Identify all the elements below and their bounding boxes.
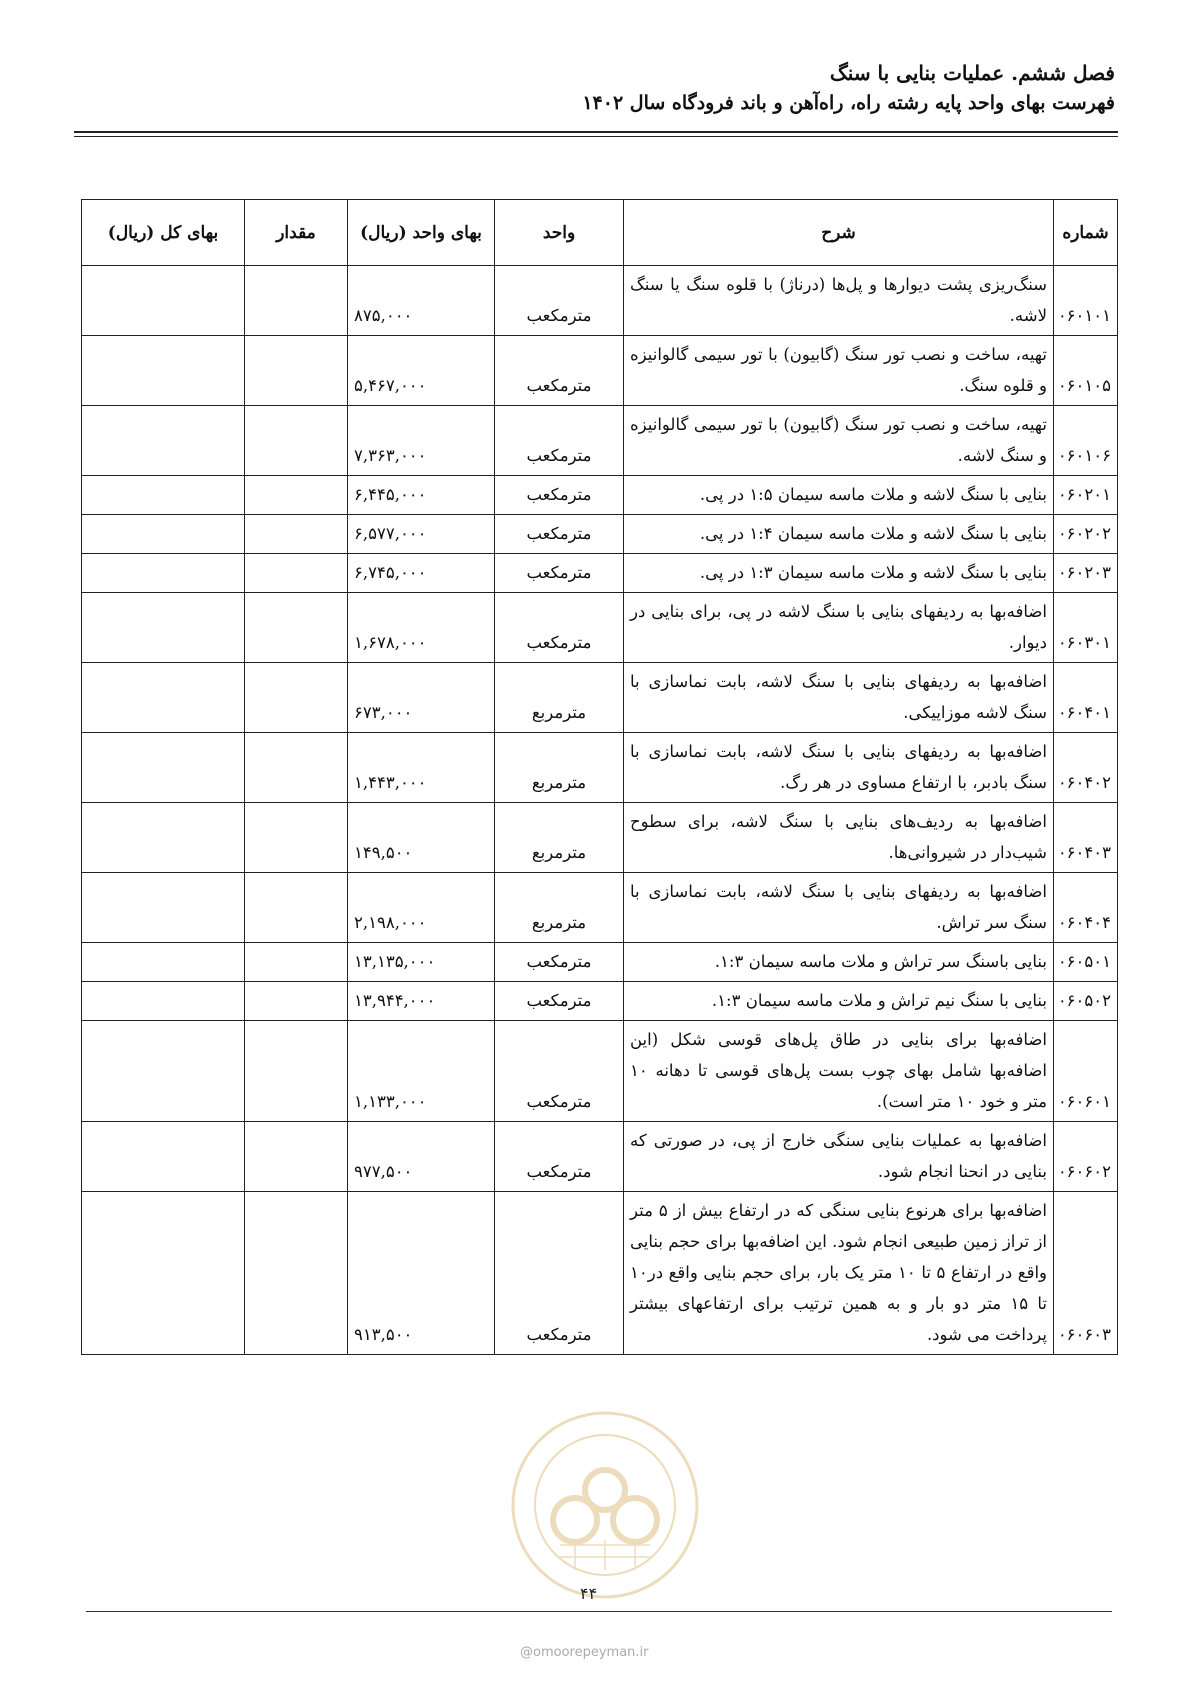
- item-unit-price: ۹۱۳,۵۰۰: [348, 1192, 495, 1355]
- header-unit: واحد: [495, 200, 624, 266]
- header-unit-price: بهای واحد (ریال): [348, 200, 495, 266]
- item-total-price: [82, 336, 245, 406]
- item-total-price: [82, 515, 245, 554]
- item-description: اضافه‌بها به عملیات بنایی سنگی خارج از پی، در صورتی که بنایی در انحنا انجام شود.: [624, 1122, 1054, 1192]
- item-total-price: [82, 266, 245, 336]
- item-unit: مترمکعب: [495, 593, 624, 663]
- document-subtitle: فهرست بهای واحد پایه رشته راه، راه‌آهن و باند فرودگاه سال ۱۴۰۲: [582, 92, 1115, 114]
- item-total-price: [82, 733, 245, 803]
- item-code: ۰۶۰۴۰۲: [1054, 733, 1118, 803]
- item-total-price: [82, 406, 245, 476]
- item-quantity: [245, 803, 348, 873]
- item-description: بنایی با سنگ لاشه و ملات ماسه سیمان ۱:۳ در پی.: [624, 554, 1054, 593]
- item-total-price: [82, 663, 245, 733]
- header-code: شماره: [1054, 200, 1118, 266]
- table-row: [82, 336, 1118, 406]
- item-unit-price: ۶۷۳,۰۰۰: [348, 663, 495, 733]
- item-unit-price: ۱,۴۴۳,۰۰۰: [348, 733, 495, 803]
- item-code: ۰۶۰۴۰۳: [1054, 803, 1118, 873]
- item-unit: مترمربع: [495, 803, 624, 873]
- table-row: [82, 266, 1118, 336]
- header-description: شرح: [624, 200, 1054, 266]
- table-row: [82, 476, 1118, 515]
- page-number: ۴۴: [580, 1584, 598, 1603]
- item-unit: مترمکعب: [495, 943, 624, 982]
- item-unit-price: ۵,۴۶۷,۰۰۰: [348, 336, 495, 406]
- item-description: سنگ‌ریزی پشت دیوارها و پل‌ها (درناژ) با قلوه سنگ یا سنگ لاشه.: [624, 266, 1054, 336]
- item-unit-price: ۱۴۹,۵۰۰: [348, 803, 495, 873]
- item-quantity: [245, 266, 348, 336]
- item-description: بنایی باسنگ سر تراش و ملات ماسه سیمان ۱:۳.: [624, 943, 1054, 982]
- item-total-price: [82, 554, 245, 593]
- item-code: ۰۶۰۵۰۲: [1054, 982, 1118, 1021]
- item-description: تهیه، ساخت و نصب تور سنگ (گابیون) با تور سیمی گالوانیزه و قلوه سنگ.: [624, 336, 1054, 406]
- header-rule-thin: [74, 136, 1118, 137]
- item-description: تهیه، ساخت و نصب تور سنگ (گابیون) با تور سیمی گالوانیزه و سنگ لاشه.: [624, 406, 1054, 476]
- item-unit: مترمکعب: [495, 515, 624, 554]
- item-total-price: [82, 1021, 245, 1122]
- item-quantity: [245, 336, 348, 406]
- item-unit-price: ۱۳,۹۴۴,۰۰۰: [348, 982, 495, 1021]
- item-code: ۰۶۰۶۰۳: [1054, 1192, 1118, 1355]
- item-unit: مترمربع: [495, 733, 624, 803]
- table-row: [82, 1122, 1118, 1192]
- table-row: [82, 406, 1118, 476]
- footer-website: @omoorepeyman.ir: [520, 1645, 649, 1660]
- item-unit-price: ۱۳,۱۳۵,۰۰۰: [348, 943, 495, 982]
- item-description: بنایی با سنگ لاشه و ملات ماسه سیمان ۱:۵ در پی.: [624, 476, 1054, 515]
- item-quantity: [245, 733, 348, 803]
- item-total-price: [82, 873, 245, 943]
- item-unit-price: ۱,۱۳۳,۰۰۰: [348, 1021, 495, 1122]
- item-total-price: [82, 476, 245, 515]
- item-quantity: [245, 943, 348, 982]
- item-unit: مترمکعب: [495, 1021, 624, 1122]
- item-total-price: [82, 803, 245, 873]
- item-unit: مترمکعب: [495, 554, 624, 593]
- item-unit: مترمکعب: [495, 982, 624, 1021]
- item-unit-price: ۹۷۷,۵۰۰: [348, 1122, 495, 1192]
- item-code: ۰۶۰۴۰۴: [1054, 873, 1118, 943]
- table-row: [82, 873, 1118, 943]
- table-row: [82, 515, 1118, 554]
- item-code: ۰۶۰۲۰۳: [1054, 554, 1118, 593]
- item-unit: مترمکعب: [495, 266, 624, 336]
- table-row: [82, 803, 1118, 873]
- item-code: ۰۶۰۵۰۱: [1054, 943, 1118, 982]
- item-unit-price: ۱,۶۷۸,۰۰۰: [348, 593, 495, 663]
- item-unit: مترمکعب: [495, 406, 624, 476]
- table-row: [82, 943, 1118, 982]
- item-total-price: [82, 1192, 245, 1355]
- item-unit: مترمکعب: [495, 336, 624, 406]
- item-total-price: [82, 982, 245, 1021]
- item-description: اضافه‌بها به ردیفهای بنایی با سنگ لاشه، بابت نماسازی با سنگ سر تراش.: [624, 873, 1054, 943]
- item-quantity: [245, 1192, 348, 1355]
- table-row: [82, 554, 1118, 593]
- item-unit: مترمربع: [495, 873, 624, 943]
- item-description: اضافه‌بها برای هرنوع بنایی سنگی که در ارتفاع بیش از ۵ متر از تراز زمین طبیعی انجام شود. این اضافه‌بها برای حجم بنایی واقع در ارتفاع ۵ تا ۱۰ متر یک بار، برای حجم بنایی واقع در۱۰ تا ۱۵ متر دو بار و به همین ترتیب برای ارتفاعهای بیشتر پرداخت می شود.: [624, 1192, 1054, 1355]
- table-row: [82, 1192, 1118, 1355]
- item-unit: مترمکعب: [495, 476, 624, 515]
- item-quantity: [245, 515, 348, 554]
- table-row: [82, 663, 1118, 733]
- item-code: ۰۶۰۶۰۱: [1054, 1021, 1118, 1122]
- item-description: اضافه‌بها به ردیفهای بنایی با سنگ لاشه، بابت نماسازی با سنگ لاشه موزاییکی.: [624, 663, 1054, 733]
- item-quantity: [245, 476, 348, 515]
- price-table: [81, 199, 1118, 1355]
- table-row: [82, 593, 1118, 663]
- item-quantity: [245, 593, 348, 663]
- item-description: اضافه‌بها به ردیف‌های بنایی با سنگ لاشه، برای سطوح شیب‌دار در شیروانی‌ها.: [624, 803, 1054, 873]
- table-row: [82, 1021, 1118, 1122]
- item-unit-price: ۷,۳۶۳,۰۰۰: [348, 406, 495, 476]
- item-quantity: [245, 1122, 348, 1192]
- item-description: اضافه‌بها به ردیفهای بنایی با سنگ لاشه، بابت نماسازی با سنگ بادبر، با ارتفاع مساوی در هر رگ.: [624, 733, 1054, 803]
- item-quantity: [245, 1021, 348, 1122]
- header-rule-thick: [74, 131, 1118, 133]
- item-total-price: [82, 1122, 245, 1192]
- item-total-price: [82, 593, 245, 663]
- item-unit-price: ۶,۷۴۵,۰۰۰: [348, 554, 495, 593]
- header-quantity: مقدار: [245, 200, 348, 266]
- footer-rule: [86, 1611, 1112, 1612]
- item-quantity: [245, 873, 348, 943]
- item-code: ۰۶۰۲۰۱: [1054, 476, 1118, 515]
- item-description: اضافه‌بها برای بنایی در طاق پل‌های قوسی شکل (این اضافه‌بها شامل بهای چوب بست پل‌های قوسی تا دهانه ۱۰ متر و خود ۱۰ متر است).: [624, 1021, 1054, 1122]
- item-description: اضافه‌بها به ردیفهای بنایی با سنگ لاشه در پی، برای بنایی در دیوار.: [624, 593, 1054, 663]
- item-unit: مترمربع: [495, 663, 624, 733]
- chapter-title: فصل ششم. عملیات بنایی با سنگ: [829, 61, 1115, 85]
- item-quantity: [245, 982, 348, 1021]
- watermark-seal-icon: [505, 1405, 705, 1605]
- table-row: [82, 982, 1118, 1021]
- item-unit-price: ۸۷۵,۰۰۰: [348, 266, 495, 336]
- item-unit: مترمکعب: [495, 1192, 624, 1355]
- item-code: ۰۶۰۳۰۱: [1054, 593, 1118, 663]
- item-quantity: [245, 663, 348, 733]
- item-description: بنایی با سنگ نیم تراش و ملات ماسه سیمان ۱:۳.: [624, 982, 1054, 1021]
- item-code: ۰۶۰۶۰۲: [1054, 1122, 1118, 1192]
- item-unit: مترمکعب: [495, 1122, 624, 1192]
- item-code: ۰۶۰۱۰۱: [1054, 266, 1118, 336]
- item-code: ۰۶۰۴۰۱: [1054, 663, 1118, 733]
- table-row: [82, 733, 1118, 803]
- item-unit-price: ۶,۴۴۵,۰۰۰: [348, 476, 495, 515]
- table-header-row: [82, 200, 1118, 266]
- item-quantity: [245, 554, 348, 593]
- item-code: ۰۶۰۱۰۶: [1054, 406, 1118, 476]
- item-code: ۰۶۰۱۰۵: [1054, 336, 1118, 406]
- item-description: بنایی با سنگ لاشه و ملات ماسه سیمان ۱:۴ در پی.: [624, 515, 1054, 554]
- item-unit-price: ۶,۵۷۷,۰۰۰: [348, 515, 495, 554]
- item-quantity: [245, 406, 348, 476]
- item-unit-price: ۲,۱۹۸,۰۰۰: [348, 873, 495, 943]
- header-total-price: بهای کل (ریال): [82, 200, 245, 266]
- page-header: [582, 58, 1115, 118]
- item-total-price: [82, 943, 245, 982]
- item-code: ۰۶۰۲۰۲: [1054, 515, 1118, 554]
